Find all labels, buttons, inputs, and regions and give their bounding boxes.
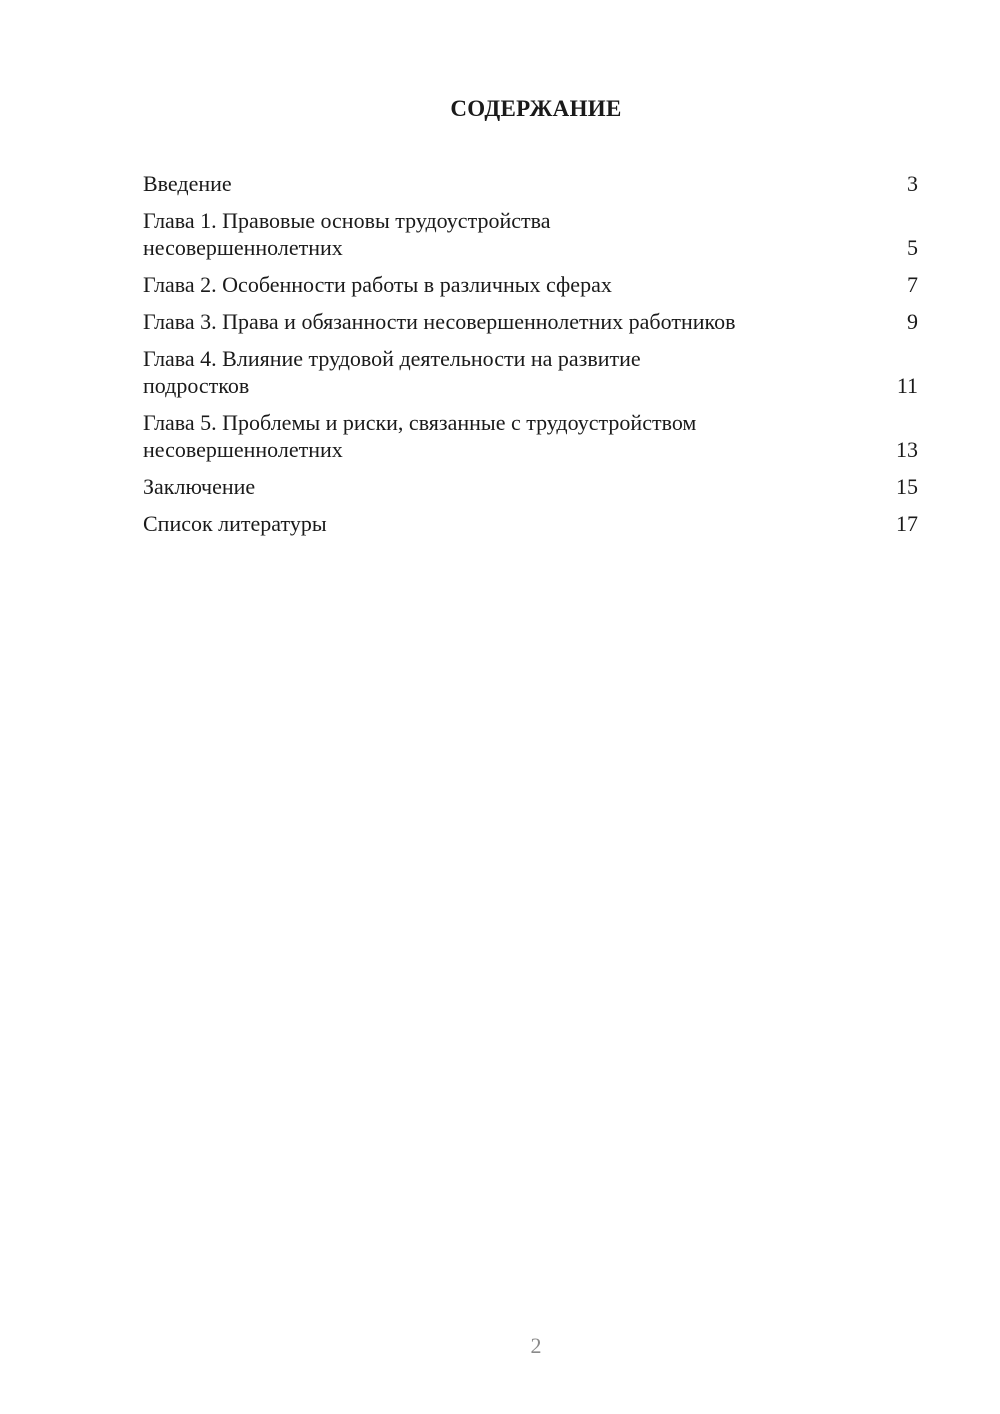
toc-entry-page-number: 11 (896, 373, 918, 398)
toc-entry-title (143, 207, 888, 261)
toc-entry-references (143, 510, 918, 537)
toc-entry-page-number: 17 (896, 511, 918, 536)
toc-entry-chapter-1 (143, 207, 918, 261)
toc-entry-title (143, 170, 888, 197)
toc-entry-page-number: 9 (907, 309, 918, 334)
page-number: 2 (530, 1333, 542, 1358)
toc-entry-title (143, 409, 888, 463)
toc-entry-line: подростков (143, 373, 250, 398)
toc-entry-page-number: 3 (907, 171, 918, 196)
toc-entry-title (143, 271, 888, 298)
toc-list (143, 170, 918, 547)
toc-entry-title (143, 345, 888, 399)
toc-entry-page-number: 15 (896, 474, 918, 499)
toc-entry-line: Глава 4. Влияние трудовой деятельности на развитие (143, 346, 641, 371)
toc-entry-line: Глава 2. Особенности работы в различных сферах (143, 272, 612, 297)
toc-entry-conclusion (143, 473, 918, 500)
toc-entry-title (143, 510, 888, 537)
toc-entry-page-number: 13 (896, 437, 918, 462)
toc-entry-page-number: 7 (907, 272, 918, 297)
toc-entry-introduction (143, 170, 918, 197)
toc-entry-chapter-3 (143, 308, 918, 335)
toc-entry-title (143, 308, 888, 335)
toc-entry-page-number: 5 (907, 235, 918, 260)
toc-entry-line: несовершеннолетних (143, 437, 343, 462)
toc-entry-chapter-4 (143, 345, 918, 399)
toc-entry-line: Глава 5. Проблемы и риски, связанные с трудоустройством (143, 410, 697, 435)
toc-entry-line: Список литературы (143, 511, 327, 536)
toc-entry-title (143, 473, 888, 500)
toc-entry-line: Глава 1. Правовые основы трудоустройства (143, 208, 551, 233)
toc-entry-line: Введение (143, 171, 232, 196)
toc-entry-line: несовершеннолетних (143, 235, 343, 260)
toc-entry-line: Глава 3. Права и обязанности несовершеннолетних работников (143, 309, 736, 334)
toc-entry-line: Заключение (143, 474, 256, 499)
toc-entry-chapter-5 (143, 409, 918, 463)
toc-entry-chapter-2 (143, 271, 918, 298)
toc-title: СОДЕРЖАНИЕ (450, 96, 622, 121)
